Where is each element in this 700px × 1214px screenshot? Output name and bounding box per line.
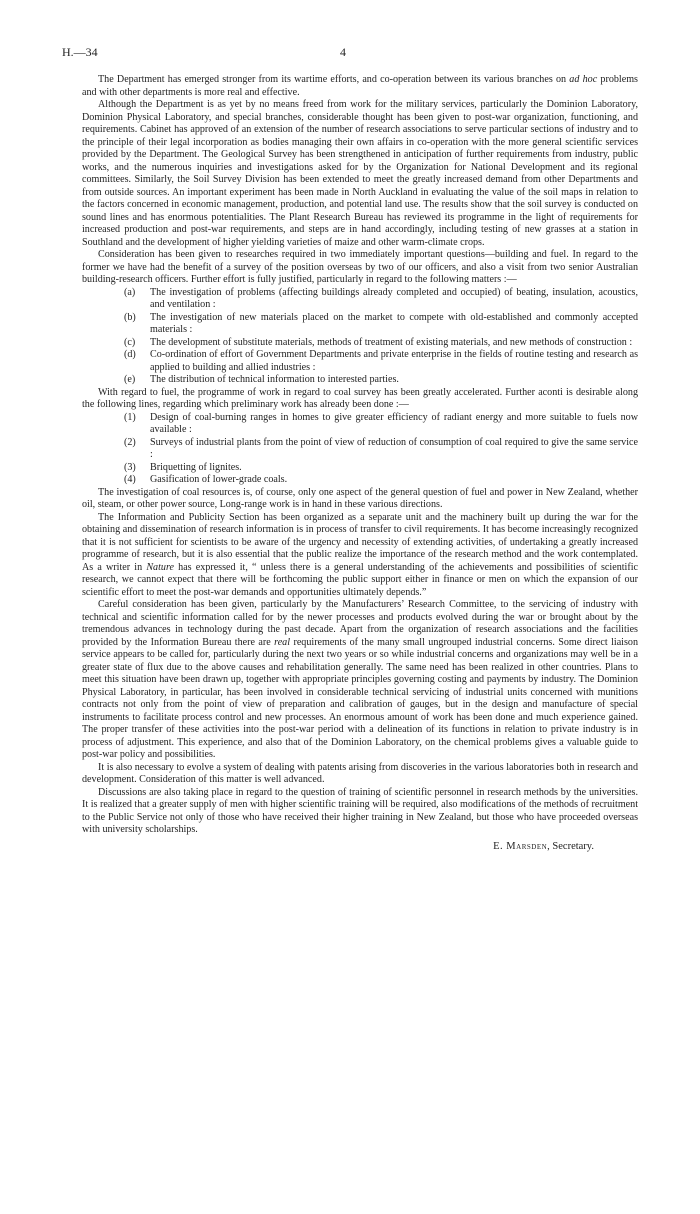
- paragraph-training-personnel: Discussions are also taking place in regard to the question of training of scientific personnel in research methods by the universities. It is realized that a greater supply of men with higher scientific training will be required, also modifications of the methods of recruitment to the Public Service not only of those who have received their higher training in New Zealand, but those who have proceeded overseas with university scholarships.: [82, 786, 638, 835]
- list-item: (d) Co-ordination of effort of Government Departments and private enterprise in the fields of routine testing and research as applied to building and allied industries :: [124, 349, 638, 373]
- paragraph-fuel-programme: With regard to fuel, the programme of work in regard to coal survey has been greatly accelerated. Further aconti is desirable along the following lines, regarding which preliminary work has already been done :—: [82, 386, 638, 410]
- latin-phrase: ad hoc: [569, 74, 598, 85]
- list-item: (2) Surveys of industrial plants from the point of view of reduction of consumption of coal required to give the same service :: [124, 436, 638, 460]
- list-item: (a) The investigation of problems (affecting buildings already completed and occupied) of beating, insulation, acoustics, and ventilation :: [124, 286, 638, 310]
- building-matters-list: [82, 287, 638, 387]
- fuel-lines-list: [82, 412, 638, 487]
- list-item: (3) Briquetting of lignites.: [124, 461, 242, 473]
- signature-title: , Secretary.: [547, 840, 594, 852]
- journal-title: Nature: [146, 561, 174, 573]
- emphasis-real: real: [274, 636, 291, 648]
- page-number: 4: [340, 45, 346, 59]
- list-item: (4) Gasification of lower-grade coals.: [124, 474, 288, 485]
- list-item: (1) Design of coal-burning ranges in homes to give greater efficiency of radiant energy and more suitable to fuels now available :: [124, 411, 638, 435]
- document-code: H.—34: [62, 45, 98, 59]
- paragraph-post-war-organization: Although the Department is as yet by no means freed from work for the military services, particularly the Dominion Laboratory, Dominion Physical Laboratory, and special branches, considerable thought has been given to post-war organization, functioning, and requirements. Cabinet has approved of an extension of the number of research associations to serve particular sections of industry and to the principle of their legal incorporation as bodies managing their own affairs in co-operation with the more general scientific services provided by the Department. The Geological Survey has been strengthened in anticipation of further requirements from industry, public works, and the numerous inquiries and investigations asked for by the Organization for National Development and its regional committees. Similarly, the Soil Survey Division has been extended to meet the greatly increased demand from other Departments and from outside sources. An important experiment has been made in North Auckland in evaluating the value of the soil maps in relation to the factors concerned in economic management, production, and potential land use. The results show that the soil survey is conducted on sound lines and has enormous potentialities. The Plant Research Bureau has reviewed its programme in the light of requirements for increased production and post-war requirements, and steps are in hand accordingly, including testing of new grasses at a station in Southland and the development of higher yielding varieties of maize and other warm-climate crops.: [82, 99, 638, 248]
- paragraph-patents: It is also necessary to evolve a system of dealing with patents arising from discoveries in the various laboratories both in research and development. Consideration of this matter is well advanced.: [82, 761, 638, 785]
- signature: [82, 841, 638, 854]
- paragraph-information-publicity: The Information and Publicity Section has been organized as a separate unit and the machinery built up during the war for the obtaining and dissemination of research information is in process of transfer to civil requirements. It has become increasingly recognized that it is not sufficient for scientists to be aware of the urgency and necessity of extending activities, of undertaking a greatly increased programme of research, but it is also essential that the public realize the importance of the research method and the work contemplated. As a writer in Nature has expressed it, “ unless there is a general understanding of the achievements and possibilities of scientific research, we cannot expect that there will be forthcoming the public support either in finance or men on which the expansion of our scientific effort to meet the post-war demands and opportunities ultimately depends.”: [82, 511, 638, 598]
- list-item: (b) The investigation of new materials placed on the market to compete with old-established and commonly accepted materials :: [124, 311, 638, 335]
- paragraph-department-stronger: The Department has emerged stronger from its wartime efforts, and co-operation between its various branches on ad hoc problems and with other departments is more real and effective.: [82, 74, 638, 98]
- list-item: (e) The distribution of technical information to interested parties.: [124, 374, 399, 385]
- list-item: (c) The development of substitute materials, methods of treatment of existing materials, and new methods of construction :: [124, 336, 633, 348]
- paragraph-coal-resources: The investigation of coal resources is, of course, only one aspect of the general question of fuel and power in New Zealand, whether oil, steam, or other power source, Long-range work is in hand in these various directions.: [82, 486, 638, 510]
- paragraph-building-and-fuel: Consideration has been given to researches required in two immediately important questions—building and fuel. In regard to the former we have had the benefit of a survey of the position overseas by two of our officers, and also a visit from two senior Australian building-research officers. Further effort is fully justified, particularly in regard to the following matters :—: [82, 249, 638, 285]
- paragraph-servicing-industry: Careful consideration has been given, particularly by the Manufacturers’ Research Committee, to the servicing of industry with technical and scientific information called for by the newer processes and products evolved during the war or brought about by the tremendous advances in technology during the past decade. Apart from the organization of research associations and the facilities provided by the Information Bureau there are real requirements of the many small ungrouped industrial concerns. Some direct liaison service appears to be called for, particularly during the next two years or so while industrial concerns and organizations may well be in a greater state of flux due to the above causes and rehabilitation generally. The same need has been realized in other countries. Plans to meet this situation have been drawn up, together with appropriate principles governing costing and payments by industry. The Dominion Physical Laboratory, in particular, has been involved in considerable technical servicing of industrial units concerned with munitions contracts not only from the point of view of preparation and calibration of gauges, but in the design and manufacture of special instruments to facilitate process control and new processes. An enormous amount of work has been done and much experience gained. The proper transfer of these activities into the post-war period with a delineation of its functions in relation to private industry is in process of adjustment. This experience, and also that of the Dominion Laboratory, on the chemical problems gives a valuable guide to post-war policy and possibilities.: [82, 599, 638, 760]
- page-header: [62, 45, 638, 66]
- signature-name: E. Marsden: [493, 840, 548, 852]
